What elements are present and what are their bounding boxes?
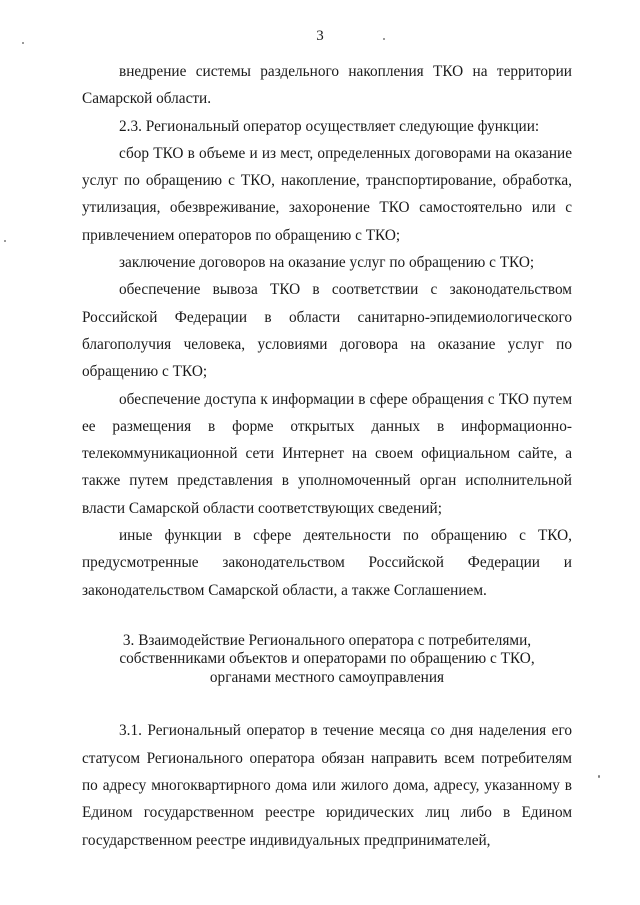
scan-speck [383,38,385,40]
paragraph-2-3: 2.3. Региональный оператор осуществляет следующие функции: [119,117,540,135]
paragraph-function-removal: обеспечение вывоза ТКО в соответствии с законодательством Российской Федерации в области санитарно-эпидемиологического благополучия человека, условиями договора на оказание услуг по обращению с ТКО; [82,281,572,381]
section-3-heading-line: 3. Взаимодействие Регионального оператора с потребителями, [122,631,532,649]
paragraph-intro-continuation: внедрение системы раздельного накопления ТКО на территории Самарской области. [82,63,572,108]
scan-speck [22,42,24,44]
paragraph-3-1: 3.1. Региональный оператор в течение месяца со дня наделения его статусом Регионального оператора обязан направить всем потребителям по адресу многоквартирного дома или жилого дома, адресу, указанному в Едином государственном реестре юридических лиц либо в Едином государственном реестре индивидуальных предпринимателей, [82,722,572,849]
section-3-heading-line: собственниками объектов и операторами по обращению с ТКО, [119,650,535,668]
scan-speck [598,775,600,778]
paragraph-function-other: иные функции в сфере деятельности по обращению с ТКО, предусмотренные законодательством Российской Федерации и законодательством Самарской области, а также Соглашением. [82,527,572,599]
section-3-heading-line: органами местного самоуправления [209,668,445,686]
document-body [82,58,572,854]
paragraph-function-information: обеспечение доступа к информации в сфере обращения с ТКО путем ее размещения в форме открытых данных в информационно-телекоммуникационной сети Интернет на своем официальном сайте, а также путем представления в уполномоченный орган исполнительной власти Самарской области соответствующих сведений; [82,390,572,517]
paragraph-function-collection: сбор ТКО в объеме и из мест, определенных договорами на оказание услуг по обращению с ТКО, накопление, транспортирование, обработка, утилизация, обезвреживание, захоронение ТКО самостоятельно или с привлечением операторов по обращению с ТКО; [82,144,572,244]
scan-speck [4,240,6,242]
paragraph-function-contracts: заключение договоров на оказание услуг по обращению с ТКО; [119,254,535,272]
page-number: 3 [316,28,324,44]
section-3-heading [82,632,572,688]
